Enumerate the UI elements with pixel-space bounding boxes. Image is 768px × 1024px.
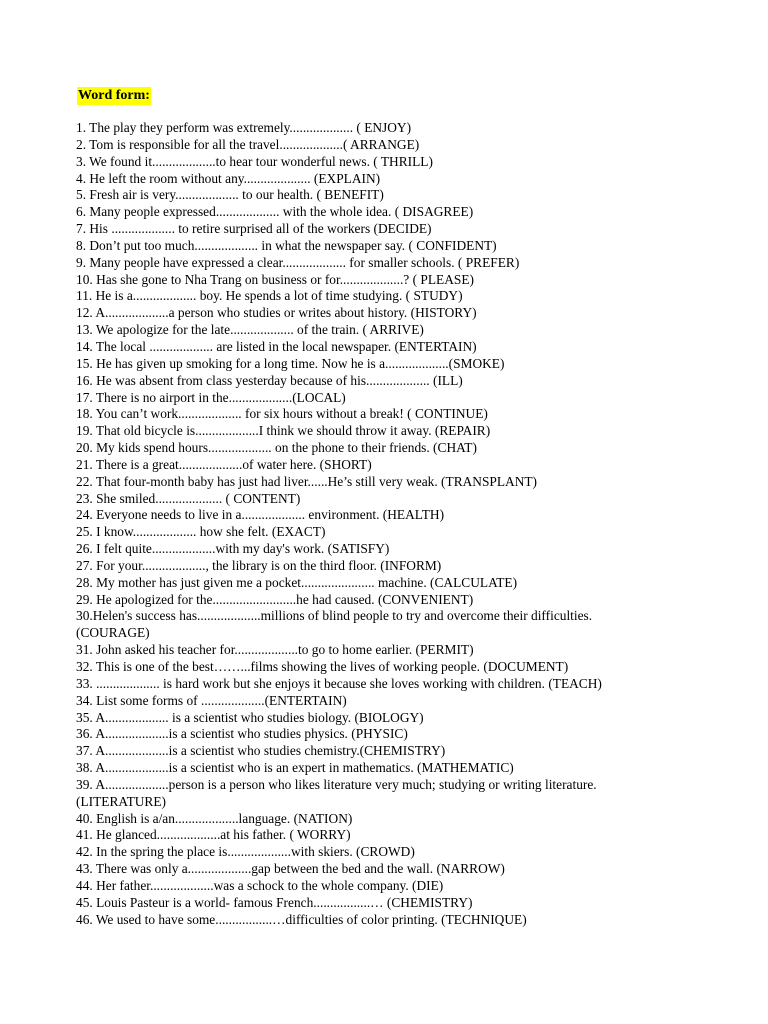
exercise-item: 17. There is no airport in the...................(LOCAL)	[76, 389, 346, 405]
exercise-item: 45. Louis Pasteur is a world- famous French.................… (CHEMISTRY)	[76, 894, 473, 910]
exercise-item: 9. Many people have expressed a clear................... for smaller schools. ( PREFER)	[76, 254, 520, 270]
exercise-item: 31. John asked his teacher for...................to go to home earlier. (PERMIT)	[76, 642, 474, 658]
exercise-item: 21. There is a great...................of water here. (SHORT)	[76, 456, 372, 472]
exercise-item: 30.Helen's success has...................millions of blind people to try and overcome their difficulties.	[76, 608, 593, 624]
exercise-item: 33. ................... is hard work but she enjoys it because she loves working with children. (TEACH)	[76, 675, 602, 691]
exercise-item: 23. She smiled.................... ( CONTENT)	[76, 490, 301, 506]
exercise-item: 4. He left the room without any.................... (EXPLAIN)	[76, 170, 381, 186]
exercise-item: 29. He apologized for the.........................he had caused. (CONVENIENT)	[76, 591, 474, 607]
exercise-list	[76, 120, 696, 929]
exercise-item: 5. Fresh air is very................... to our health. ( BENEFIT)	[76, 187, 384, 203]
exercise-item: 8. Don’t put too much................... in what the newspaper say. ( CONFIDENT)	[76, 237, 497, 253]
exercise-item: 19. That old bicycle is...................I think we should throw it away. (REPAIR)	[76, 423, 491, 439]
exercise-item: (LITERATURE)	[76, 793, 166, 809]
exercise-item: 36. A...................is a scientist who studies physics. (PHYSIC)	[76, 726, 408, 742]
exercise-item: 25. I know................... how she felt. (EXACT)	[76, 524, 326, 540]
exercise-item: 43. There was only a...................gap between the bed and the wall. (NARROW)	[76, 861, 505, 877]
exercise-item: 35. A................... is a scientist who studies biology. (BIOLOGY)	[76, 709, 424, 725]
exercise-item: 1. The play they perform was extremely................... ( ENJOY)	[76, 120, 412, 135]
exercise-item: 41. He glanced...................at his father. ( WORRY)	[76, 827, 351, 843]
exercise-item: 32. This is one of the best……...films showing the lives of working people. (DOCUMENT)	[76, 659, 569, 674]
exercise-item: 6. Many people expressed................... with the whole idea. ( DISAGREE)	[76, 204, 474, 220]
exercise-item: 34. List some forms of ...................(ENTERTAIN)	[76, 692, 347, 708]
exercise-item: 14. The local ................... are listed in the local newspaper. (ENTERTAIN)	[76, 338, 477, 354]
exercise-item: 42. In the spring the place is...................with skiers. (CROWD)	[76, 844, 415, 860]
exercise-item: 12. A...................a person who studies or writes about history. (HISTORY)	[76, 305, 477, 321]
exercise-item: 16. He was absent from class yesterday because of his................... (ILL)	[76, 372, 463, 388]
exercise-item: 13. We apologize for the late................... of the train. ( ARRIVE)	[76, 322, 424, 338]
exercise-item: 38. A...................is a scientist who is an expert in mathematics. (MATHEMATIC)	[76, 760, 514, 776]
exercise-item: 15. He has given up smoking for a long time. Now he is a...................(SMOKE)	[76, 355, 505, 371]
exercise-item: 10. Has she gone to Nha Trang on business or for...................? ( PLEASE)	[76, 271, 474, 287]
exercise-item: 7. His ................... to retire surprised all of the workers (DECIDE)	[76, 221, 432, 237]
exercise-item: 18. You can’t work................... for six hours without a break! ( CONTINUE)	[76, 406, 488, 422]
exercise-item: 22. That four-month baby has just had liver......He’s still very weak. (TRANSPLANT)	[76, 473, 538, 489]
exercise-item: 27. For your..................., the library is on the third floor. (INFORM)	[76, 557, 442, 573]
exercise-item: 3. We found it...................to hear tour wonderful news. ( THRILL)	[76, 153, 433, 169]
exercise-item: 20. My kids spend hours................... on the phone to their friends. (CHAT)	[76, 440, 477, 456]
exercise-item: 24. Everyone needs to live in a................... environment. (HEALTH)	[76, 507, 445, 523]
exercise-item: 37. A...................is a scientist who studies chemistry.(CHEMISTRY)	[76, 743, 446, 759]
exercise-item: 28. My mother has just given me a pocket...................... machine. (CALCULATE)	[76, 574, 518, 590]
exercise-item: 46. We used to have some.................…difficulties of color printing. (TECHNIQUE)	[76, 911, 527, 927]
worksheet-heading: Word form:	[78, 88, 150, 103]
exercise-item: 26. I felt quite...................with my day's work. (SATISFY)	[76, 541, 390, 557]
exercise-item: 44. Her father...................was a schock to the whole company. (DIE)	[76, 877, 444, 893]
exercise-item: (COURAGE)	[76, 625, 150, 641]
exercise-item: 2. Tom is responsible for all the travel...................( ARRANGE)	[76, 136, 420, 152]
exercise-item: 11. He is a................... boy. He spends a lot of time studying. ( STUDY)	[76, 288, 463, 304]
exercise-item: 40. English is a/an...................language. (NATION)	[76, 810, 353, 826]
exercise-item: 39. A...................person is a person who likes literature very much; studying or writing literature.	[76, 776, 597, 792]
